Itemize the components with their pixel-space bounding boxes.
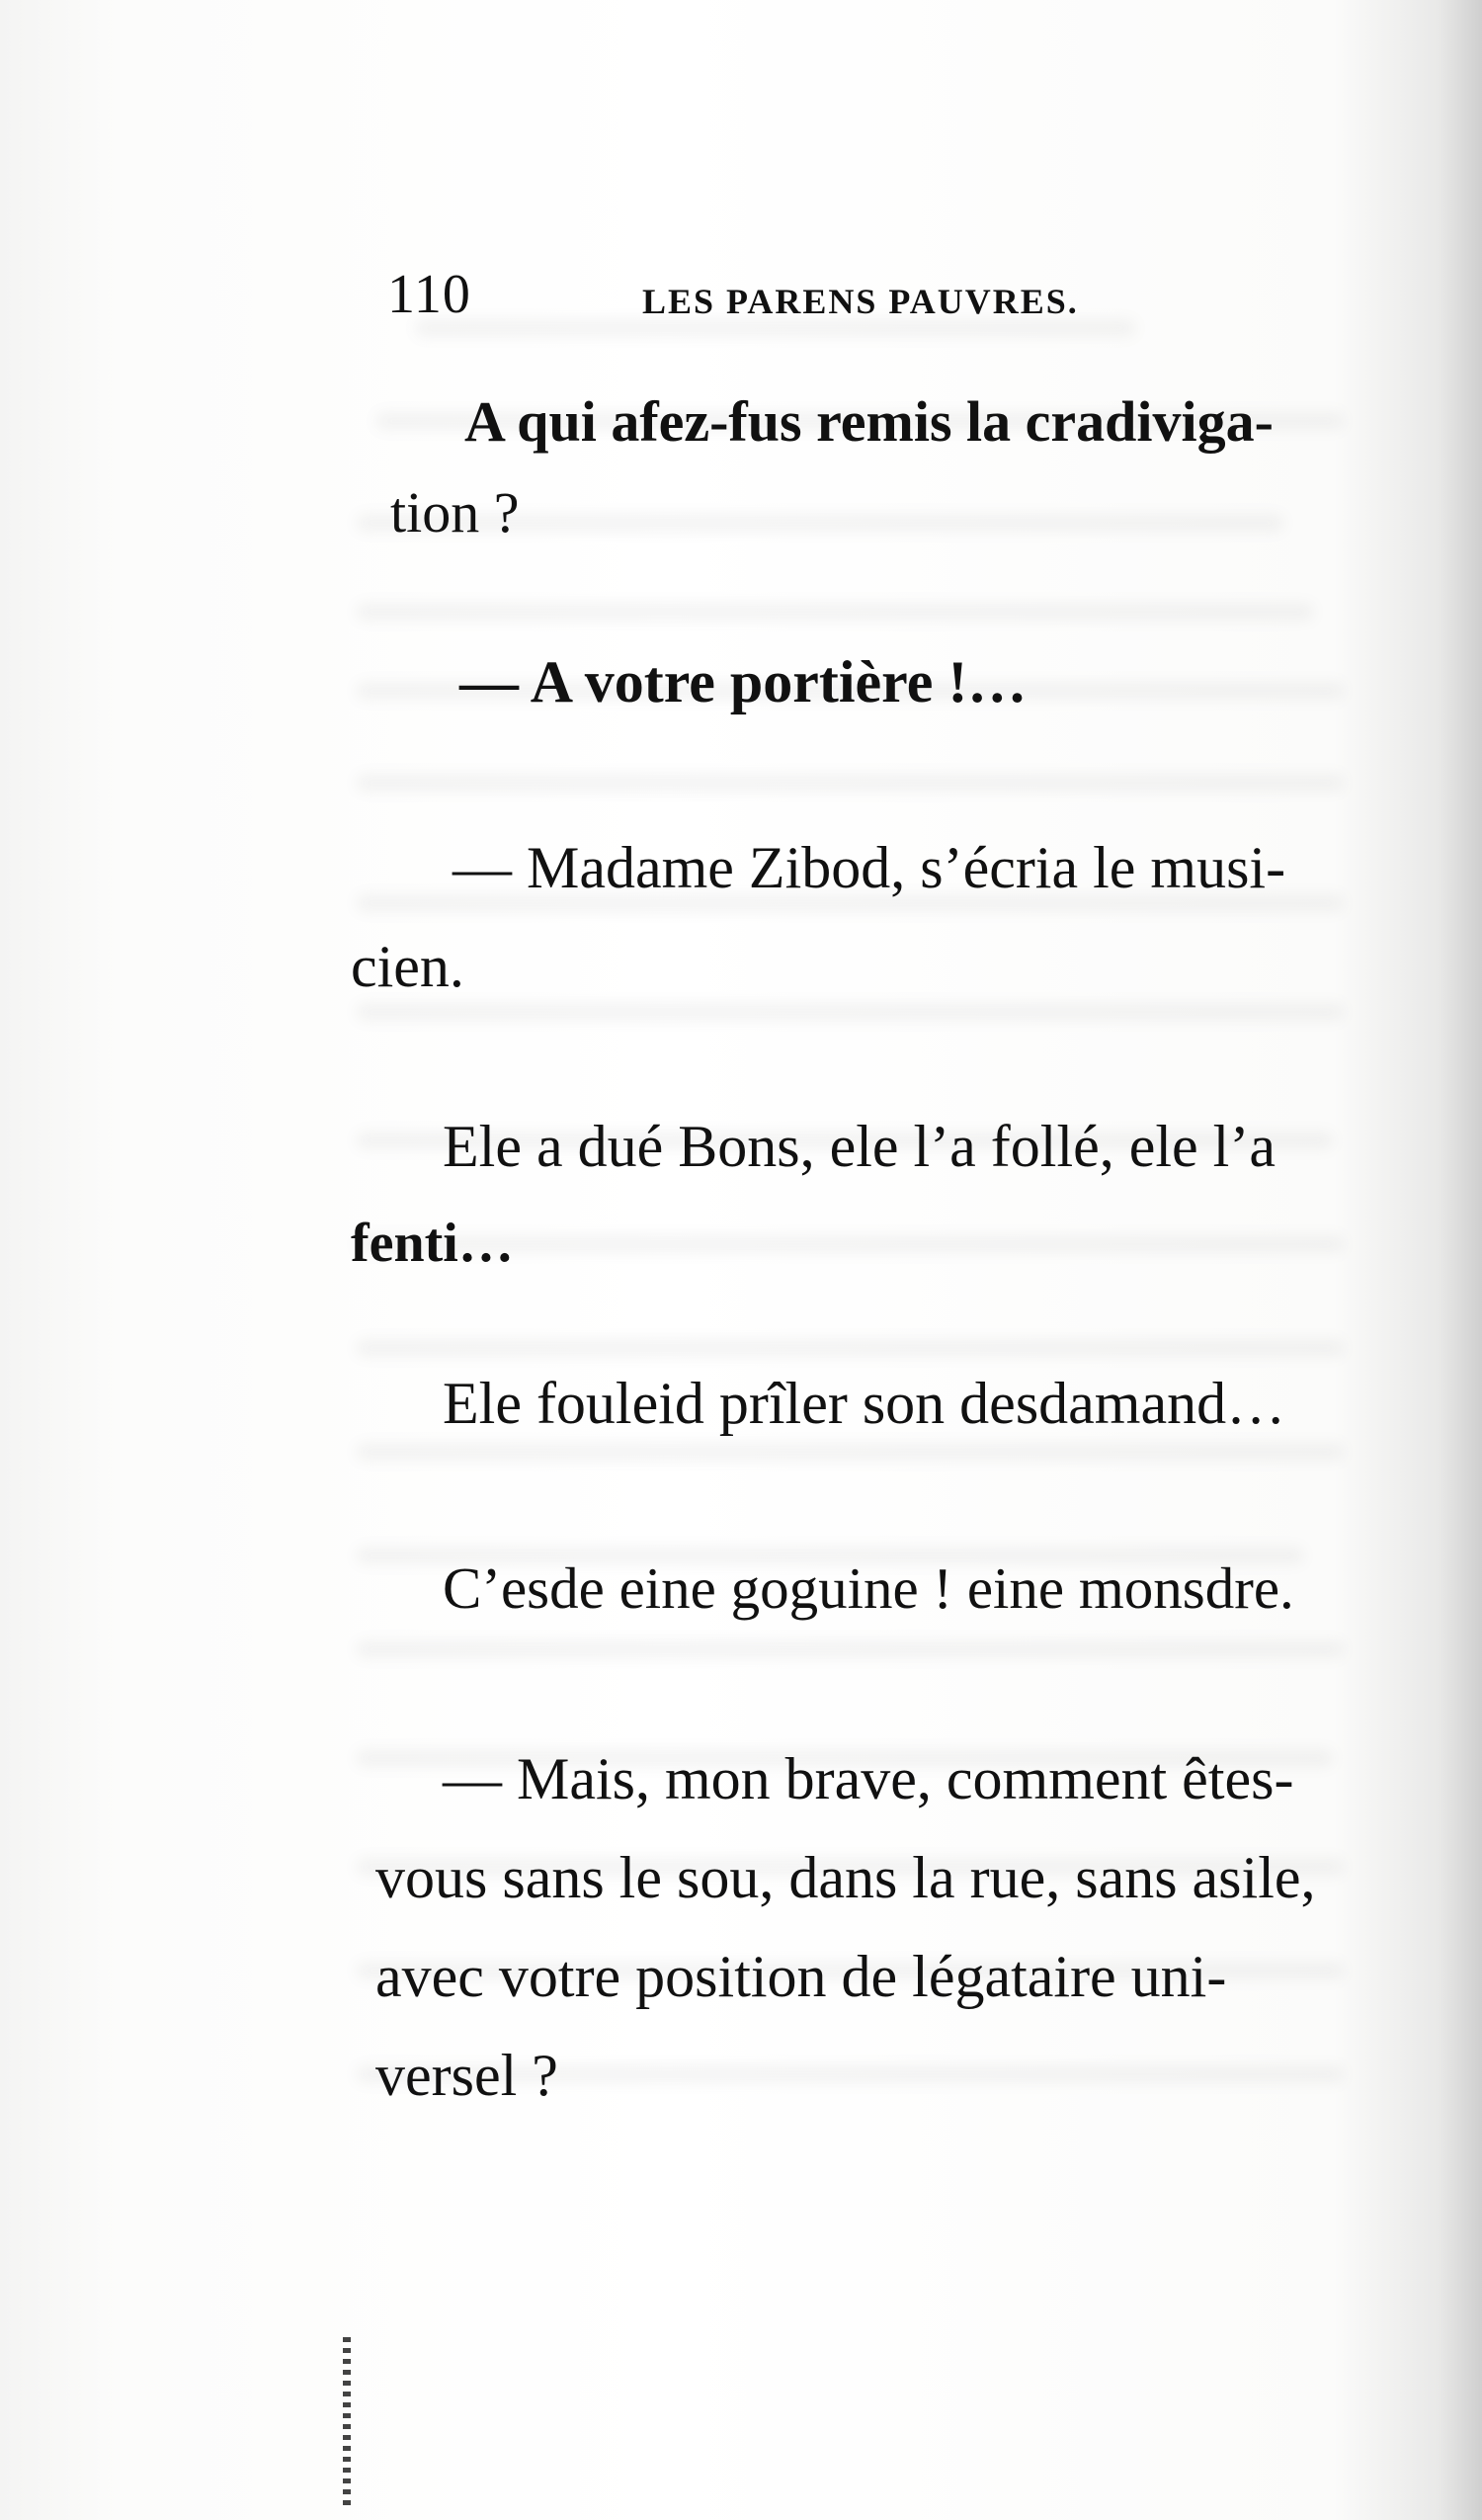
page-number: 110	[387, 264, 471, 325]
margin-mark	[343, 2337, 351, 2510]
text-line-4: — Madame Zibod, s’écria le musi-	[453, 835, 1286, 900]
text-line-11: vous sans le sou, dans la rue, sans asile,	[375, 1845, 1316, 1910]
text-line-13: versel ?	[375, 2043, 558, 2108]
text-line-2: tion ?	[390, 480, 520, 545]
text-line-3: — A votre portière !…	[459, 649, 1028, 714]
text-line-5: cien.	[351, 934, 464, 999]
text-line-12: avec votre position de légataire uni-	[375, 1944, 1227, 2009]
text-line-10: — Mais, mon brave, comment êtes-	[443, 1746, 1294, 1811]
text-line-8: Ele fouleid prîler son desdamand…	[443, 1371, 1286, 1436]
text-line-9: C’esde eine goguine ! eine monsdre.	[443, 1555, 1294, 1621]
text-line-1: A qui afez-fus remis la cradiviga-	[464, 389, 1274, 454]
text-line-7: fenti…	[351, 1213, 514, 1274]
text-line-6: Ele a dué Bons, ele l’a follé, ele l’a	[443, 1114, 1276, 1179]
running-head: LES PARENS PAUVRES.	[642, 282, 1079, 321]
